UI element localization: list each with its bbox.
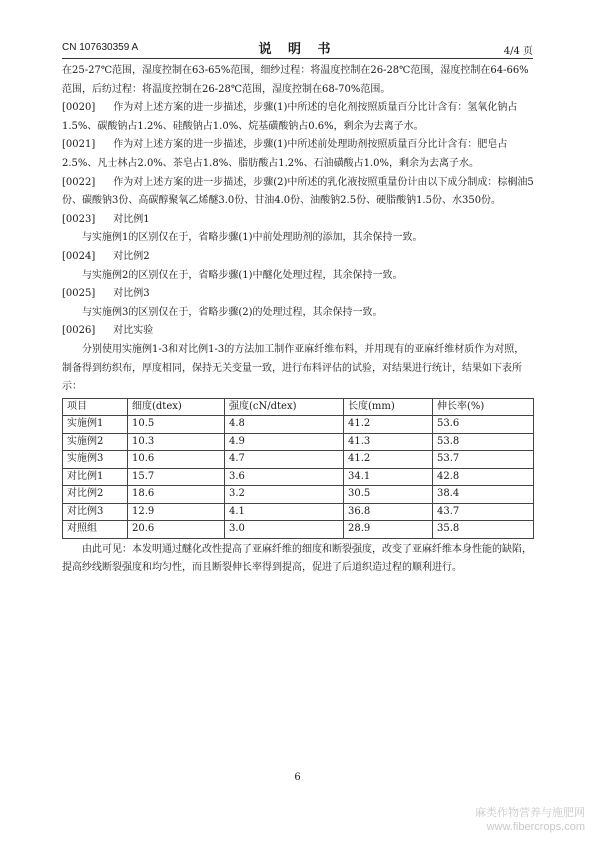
table-cell: 42.8 — [433, 468, 534, 486]
table-cell: 对照组 — [63, 521, 128, 539]
paragraph-0021 — [62, 136, 534, 173]
paragraph-0023 — [62, 211, 534, 230]
paragraph-0026 — [62, 322, 534, 341]
table-cell: 41.3 — [344, 433, 433, 451]
paragraph-text: 与实施例1的区别仅在于，省略步骤(1)中前处理助剂的添加，其余保持一致。 — [82, 232, 423, 244]
header-cell: 细度(dtex) — [128, 398, 225, 416]
paragraph-text: 作为对上述方案的进一步描述，步骤(2)中所述的乳化液按照重量份计由以下成分制成：棕榈油5份、碳酸钠3份、高碳醇聚氧乙烯醚3.0份、甘油4.0份、油酸钠2.5份、硬脂酸钠1.5份、水350份。 — [62, 176, 534, 207]
table-row — [63, 451, 534, 469]
conclusion-paragraph: 由此可见：本发明通过醚化改性提高了亚麻纤维的细度和断裂强度，改变了亚麻纤维本身性能的缺陷，提高纱线断裂强度和均匀性，而且断裂伸长率得到提高，促进了后道织造过程的顺利进行。 — [62, 543, 532, 574]
paragraph-0022 — [62, 174, 534, 211]
table-cell: 4.7 — [225, 451, 344, 469]
table-cell: 30.5 — [344, 486, 433, 504]
paragraph-text: 与实施例3的区别仅在于，省略步骤(2)的处理过程，其余保持一致。 — [82, 306, 383, 318]
table-cell: 10.3 — [128, 433, 225, 451]
watermark-url: www.fibercrops.com — [486, 821, 585, 833]
paragraph-continued: 在25-27℃范围，湿度控制在63-65%范围，细纱过程：将温度控制在26-28℃范围，湿度控制在64-66%范围，后纺过程：将温度控制在26-28℃范围，湿度控制在68-70%范围。 — [62, 65, 529, 95]
table-cell: 15.7 — [128, 468, 225, 486]
table-cell: 18.6 — [128, 486, 225, 504]
table-cell: 4.9 — [225, 433, 344, 451]
watermark — [475, 806, 585, 834]
table-cell: 3.0 — [225, 521, 344, 539]
table-cell: 53.6 — [433, 416, 534, 434]
paragraph-number: [0021] — [62, 139, 96, 151]
paragraph-number: [0020] — [62, 102, 96, 114]
header-cell: 强度(cN/dtex) — [225, 398, 344, 416]
table-cell: 3.2 — [225, 486, 344, 504]
table-cell: 对比例1 — [63, 468, 128, 486]
table-row — [63, 503, 534, 521]
table-cell: 41.2 — [344, 451, 433, 469]
table-cell: 38.4 — [433, 486, 534, 504]
paragraph-text: 分别使用实施例1-3和对比例1-3的方法加工制作亚麻纤维布料，并用现有的亚麻纤维材质作为对照，制备得到纺织布，厚度相同，保持无关变量一致，进行布料评估的试验，对结果进行统计，结果如下表所示： — [62, 343, 525, 393]
section-heading: 对比例2 — [113, 250, 150, 262]
table-cell: 53.8 — [433, 433, 534, 451]
table-header-row — [63, 398, 534, 416]
watermark-title: 麻类作物营养与施肥网 — [475, 807, 585, 819]
paragraph-number: [0022] — [62, 176, 96, 188]
table-cell: 12.9 — [128, 503, 225, 521]
table-cell: 实施例2 — [63, 433, 128, 451]
document-title: 说 明 书 — [258, 42, 337, 57]
table-cell: 对比例3 — [63, 503, 128, 521]
header-cell: 项目 — [63, 398, 128, 416]
header-cell: 伸长率(%) — [433, 398, 534, 416]
table-cell: 4.8 — [225, 416, 344, 434]
table-cell: 3.6 — [225, 468, 344, 486]
paragraph-0024 — [62, 248, 534, 267]
document-body — [62, 62, 534, 578]
table-cell: 35.8 — [433, 521, 534, 539]
page-number: 6 — [294, 772, 301, 783]
section-heading: 对比例3 — [113, 288, 150, 300]
paragraph-text: 作为对上述方案的进一步描述，步骤(1)中所述前处理助剂按照质量百分比计含有：肥皂占2.5%、凡士林占2.0%、茶皂占1.8%、脂肪酸占1.2%、石油磺酸占1.0%，剩余为去离子水。 — [62, 139, 508, 169]
table-cell: 28.9 — [344, 521, 433, 539]
paragraph-number: [0025] — [62, 288, 96, 300]
table-cell: 4.1 — [225, 503, 344, 521]
table-row — [63, 521, 534, 539]
table-body — [63, 416, 534, 539]
publication-number: CN 107630359 A — [62, 42, 139, 53]
header-cell: 长度(mm) — [344, 398, 433, 416]
table-cell: 43.7 — [433, 503, 534, 521]
paragraph-text: 与实施例2的区别仅在于，省略步骤(1)中醚化处理过程，其余保持一致。 — [82, 269, 403, 281]
section-heading: 对比例1 — [113, 213, 150, 225]
page-header — [62, 36, 533, 59]
table-cell: 10.5 — [128, 416, 225, 434]
table-cell: 34.1 — [344, 468, 433, 486]
results-table — [62, 398, 534, 539]
table-cell: 实施例1 — [63, 416, 128, 434]
table-cell: 对比例2 — [63, 486, 128, 504]
table-cell: 36.8 — [344, 503, 433, 521]
paragraph-text: 作为对上述方案的进一步描述，步骤(1)中所述的皂化剂按照质量百分比计含有：氢氧化钠占1.5%、碳酸钠占1.2%、硅酸钠占1.0%、烷基磺酸钠占0.6%，剩余为去离子水。 — [62, 102, 518, 132]
table-cell: 10.6 — [128, 451, 225, 469]
table-cell: 41.2 — [344, 416, 433, 434]
table-cell: 实施例3 — [63, 451, 128, 469]
page-indicator: 4/4 页 — [503, 46, 533, 57]
paragraph-number: [0026] — [62, 325, 96, 337]
table-row — [63, 433, 534, 451]
table-cell: 53.7 — [433, 451, 534, 469]
paragraph-number: [0023] — [62, 213, 96, 225]
paragraph-0020 — [62, 99, 534, 136]
table-cell: 20.6 — [128, 521, 225, 539]
section-heading: 对比实验 — [113, 325, 154, 337]
paragraph-0025 — [62, 285, 534, 304]
table-row — [63, 416, 534, 434]
paragraph-number: [0024] — [62, 250, 96, 262]
table-row — [63, 468, 534, 486]
table-row — [63, 486, 534, 504]
